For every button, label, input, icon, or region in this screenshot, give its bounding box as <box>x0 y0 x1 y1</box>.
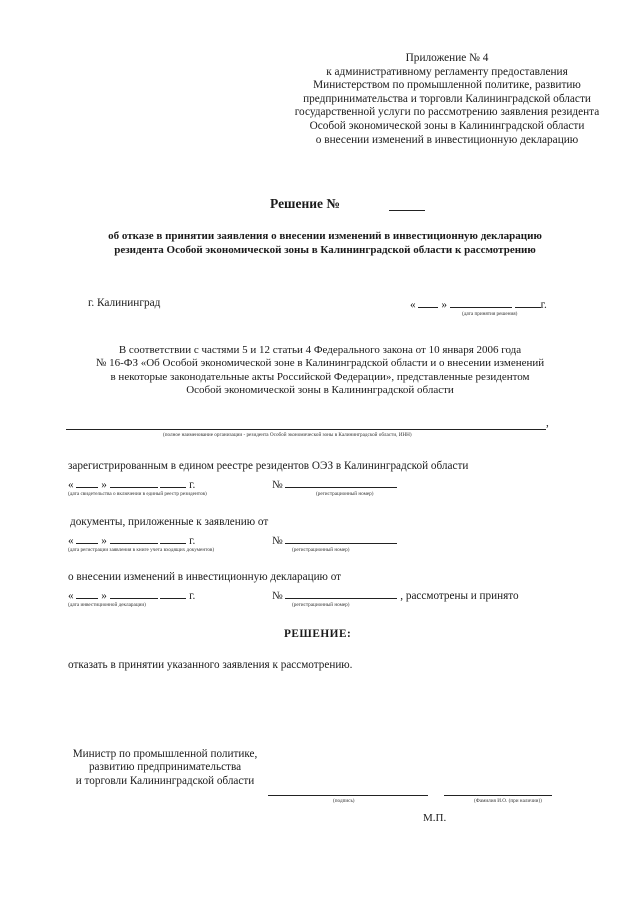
year-field[interactable] <box>160 533 186 544</box>
decision-number-field[interactable] <box>389 210 425 211</box>
document-title: Решение № <box>270 196 340 211</box>
open-quote: « <box>68 479 74 491</box>
legal-basis-paragraph <box>70 344 570 398</box>
subtitle-line: резидента Особой экономической зоны в Калининградской области к рассмотрению <box>114 243 536 256</box>
appendix-line: к административному регламенту предоставления <box>326 65 568 78</box>
number-field[interactable] <box>285 588 397 599</box>
stamp-place: М.П. <box>423 812 447 824</box>
comma: , <box>546 417 549 429</box>
decision-text: отказать в принятии указанного заявления к рассмотрению. <box>68 659 353 671</box>
appendix-line: предпринимательства и торговли Калининградской области <box>303 92 591 105</box>
year-suffix: г. <box>189 479 196 491</box>
month-field[interactable] <box>450 297 512 308</box>
number-sign: № <box>272 590 283 602</box>
appendix-line: о внесении изменений в инвестиционную декларацию <box>315 133 579 146</box>
paragraph-line: В соответствии с частями 5 и 12 статьи 4 Федерального закона от 10 января 2006 года <box>118 344 522 356</box>
number-caption: (регистрационный номер) <box>316 491 374 497</box>
year-suffix: г. <box>189 590 196 602</box>
changes-date <box>68 588 195 602</box>
changes-tail: , рассмотрены и принято <box>400 590 519 602</box>
decision-heading: РЕШЕНИЕ: <box>284 628 352 640</box>
minister-line: и торговли Калининградской области <box>75 774 255 787</box>
open-quote: « <box>68 590 74 602</box>
paragraph-line: Особой экономической зоны в Калининградской области <box>186 384 454 397</box>
documents-date <box>68 533 195 547</box>
close-quote: » <box>101 590 107 602</box>
day-field[interactable] <box>76 533 98 544</box>
appendix-header <box>262 52 632 147</box>
appendix-line: Министерством по промышленной политике, развитию <box>313 79 581 92</box>
close-quote: » <box>101 535 107 547</box>
number-caption: (регистрационный номер) <box>292 602 350 608</box>
registry-label: зарегистрированным в едином реестре резидентов ОЭЗ в Калининградской области <box>68 460 469 472</box>
resident-name-field[interactable] <box>66 429 546 430</box>
document-subtitle <box>80 230 570 257</box>
number-sign: № <box>272 479 283 491</box>
documents-number <box>272 533 397 547</box>
year-field[interactable] <box>160 588 186 599</box>
name-caption: (Фамилия И.О. (при наличии)) <box>474 798 542 804</box>
year-suffix: г. <box>189 535 196 547</box>
changes-number <box>272 588 519 602</box>
date-caption: (дата регистрации заявления в книге учета входящих документов) <box>68 547 215 553</box>
open-quote: « <box>68 535 74 547</box>
paragraph-line: в некоторые законодательные акты Российской Федерации», представленные резидентом <box>110 370 530 383</box>
sign-caption: (подпись) <box>333 798 355 804</box>
documents-label: документы, приложенные к заявлению от <box>70 516 269 528</box>
month-field[interactable] <box>110 477 158 488</box>
date-caption: (дата принятия решения) <box>462 311 518 317</box>
year-field[interactable] <box>160 477 186 488</box>
minister-line: развитию предпринимательства <box>88 761 242 774</box>
paragraph-line: № 16-ФЗ «Об Особой экономической зоне в Калининградской области и о внесении изменений <box>95 357 545 370</box>
subtitle-line: об отказе в принятии заявления о внесении изменений в инвестиционную декларацию <box>108 230 542 242</box>
open-quote: « <box>410 299 416 311</box>
month-field[interactable] <box>110 588 158 599</box>
number-sign: № <box>272 535 283 547</box>
date-caption: (дата свидетельства о включении в единый реестр резидентов) <box>68 491 207 497</box>
city-label: г. Калининград <box>88 297 161 309</box>
number-caption: (регистрационный номер) <box>292 547 350 553</box>
close-quote: » <box>441 299 447 311</box>
year-field[interactable] <box>515 297 541 308</box>
number-field[interactable] <box>285 477 397 488</box>
minister-title <box>60 748 270 788</box>
number-field[interactable] <box>285 533 397 544</box>
date-caption: (дата инвестиционной декларации) <box>68 602 146 608</box>
decision-date <box>410 297 547 311</box>
appendix-line: государственной услуги по рассмотрению заявления резидента <box>294 106 600 119</box>
close-quote: » <box>101 479 107 491</box>
registry-number <box>272 477 397 491</box>
name-field[interactable] <box>444 795 552 796</box>
signature-field[interactable] <box>268 795 428 796</box>
resident-caption: (полное наименование организации - резидента Особой экономической зоны в Калининградской области, ИНН) <box>163 432 412 438</box>
registry-date <box>68 477 195 491</box>
changes-label: о внесении изменений в инвестиционную декларацию от <box>68 571 342 583</box>
day-field[interactable] <box>76 588 98 599</box>
appendix-line: Особой экономической зоны в Калининградской области <box>309 119 585 132</box>
day-field[interactable] <box>418 297 438 308</box>
month-field[interactable] <box>110 533 158 544</box>
minister-line: Министр по промышленной политике, <box>72 748 258 760</box>
appendix-line: Приложение № 4 <box>405 52 489 64</box>
year-suffix: г. <box>540 299 547 311</box>
day-field[interactable] <box>76 477 98 488</box>
